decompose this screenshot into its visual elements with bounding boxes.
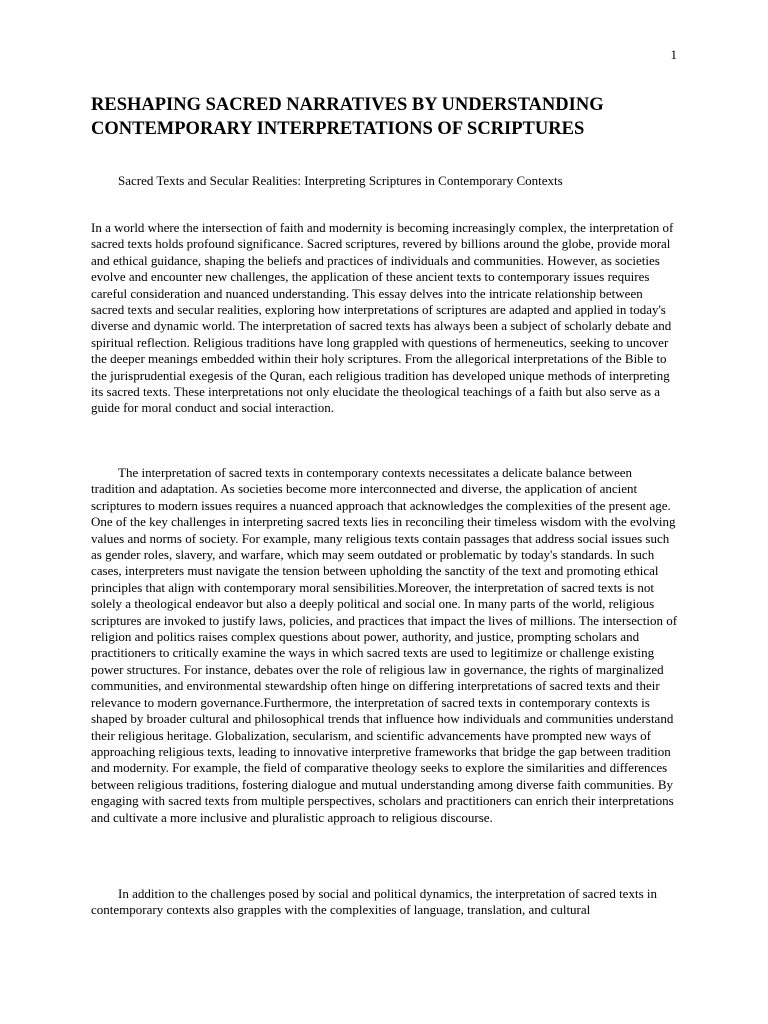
page-number: 1 — [670, 47, 677, 62]
document-subtitle: Sacred Texts and Secular Realities: Interpreting Scriptures in Contemporary Contexts — [118, 173, 563, 188]
document-title: RESHAPING SACRED NARRATIVES BY UNDERSTANDING CONTEMPORARY INTERPRETATIONS OF SCRIPTURES — [91, 95, 604, 139]
body-paragraph: The interpretation of sacred texts in contemporary contexts necessitates a delicate balance between tradition and adaptation. As societies become more interconnected and diverse, the application of ancient scriptures to modern issues requires a nuanced approach that acknowledges the complexities of the present age. One of the key challenges in interpreting sacred texts lies in reconciling their timeless wisdom with the evolving values and norms of society. For example, many religious texts contain passages that address social issues such as gender roles, slavery, and warfare, which may seem outdated or problematic by today's standards. In such cases, interpreters must navigate the tension between upholding the sanctity of the text and promoting ethical principles that align with contemporary moral sensibilities.Moreover, the interpretation of sacred texts is not solely a theological endeavor but also a deeply political and social one. In many parts of the world, religious scriptures are invoked to justify laws, policies, and practices that impact the lives of millions. The intersection of religion and politics raises complex questions about power, authority, and justice, prompting scholars and practitioners to critically examine the ways in which sacred texts are used to legitimize or challenge existing power structures. For instance, debates over the role of religious law in governance, the rights of marginalized communities, and environmental stewardship often hinge on differing interpretations of sacred texts and their relevance to modern governance.Furthermore, the interpretation of sacred texts in contemporary contexts is shaped by broader cultural and philosophical trends that influence how individuals and communities understand their religious heritage. Globalization, secularism, and scientific advancements have prompted new ways of approaching religious texts, leading to innovative interpretive frameworks that bridge the gap between tradition and modernity. For example, the field of comparative theology seeks to explore the similarities and differences between religious traditions, fostering dialogue and mutual understanding among diverse faith communities. By engaging with sacred texts from multiple perspectives, scholars and practitioners can enrich their interpretations and cultivate a more inclusive and pluralistic approach to religious discourse. — [91, 465, 678, 825]
body-paragraph: In a world where the intersection of faith and modernity is becoming increasingly complex, the interpretation of sacred texts holds profound significance. Sacred scriptures, revered by billions around the globe, provide moral and ethical guidance, shaping the beliefs and practices of individuals and communities. However, as societies evolve and encounter new challenges, the application of these ancient texts to contemporary issues requires careful consideration and nuanced understanding. This essay delves into the intricate relationship between sacred texts and secular realities, exploring how interpretations of scriptures are adapted and applied in today's diverse and dynamic world. The interpretation of sacred texts has always been a subject of scholarly debate and spiritual reflection. Religious traditions have long grappled with questions of hermeneutics, seeking to uncover the deeper meanings embedded within their holy scriptures. From the allegorical interpretations of the Bible to the jurisprudential exegesis of the Quran, each religious tradition has developed unique methods of interpreting its sacred texts. These interpretations not only elucidate the theological teachings of a faith but also serve as a guide for moral conduct and social interaction. — [91, 220, 674, 416]
body-paragraph: In addition to the challenges posed by social and political dynamics, the interpretation of sacred texts in contemporary contexts also grapples with the complexities of language, translation, and cultural — [91, 886, 657, 918]
